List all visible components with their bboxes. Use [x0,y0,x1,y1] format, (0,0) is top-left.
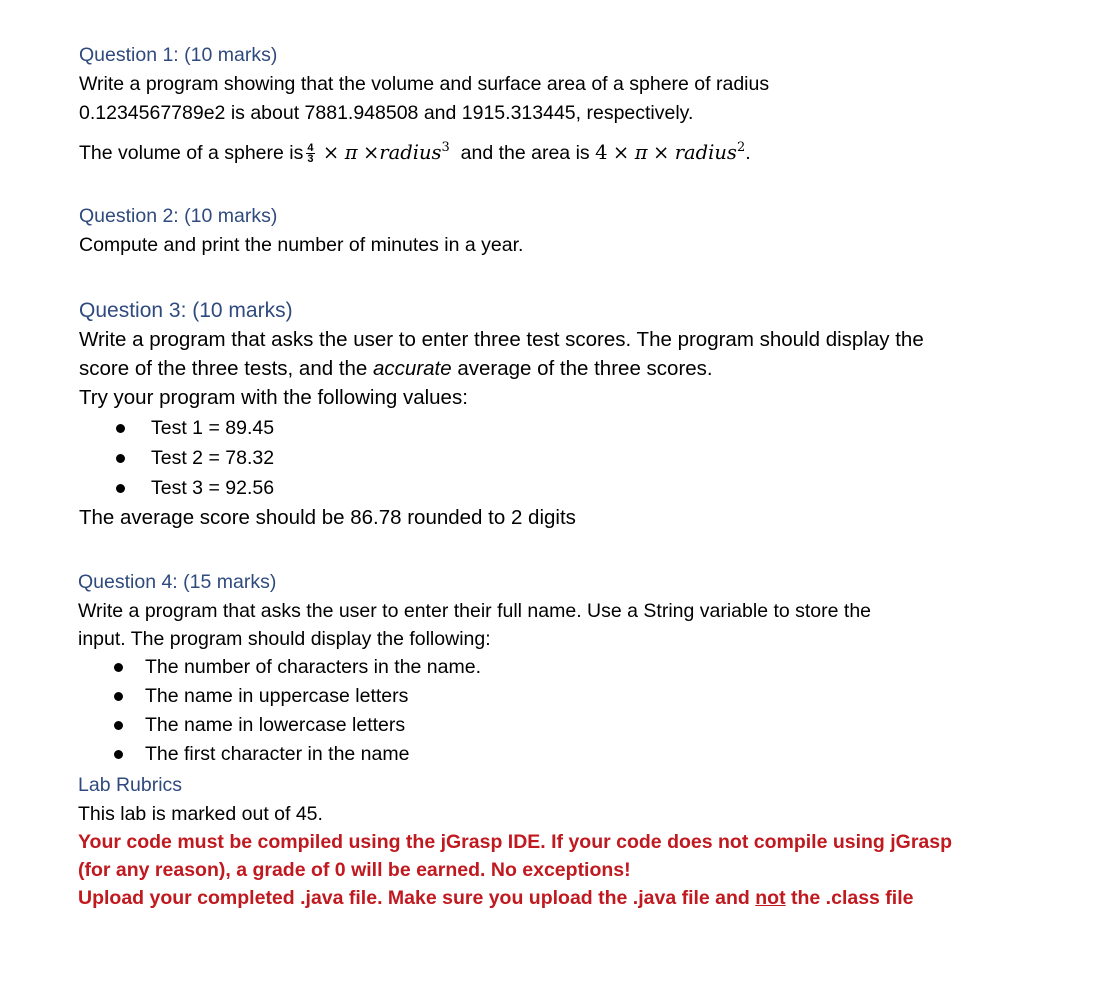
question-4 [78,568,871,769]
formula-prefix: The volume of a sphere is [79,142,304,164]
times-symbol: × [322,141,340,164]
question-1-text-line-2: 0.1234567789e2 is about 7881.948508 and 1915.313445, respectively. [79,102,694,124]
list-item: The number of characters in the name. [78,653,871,682]
display-requirements-list [78,653,871,769]
question-4-text-line-1: Write a program that asks the user to enter their full name. Use a String variable to store the [78,600,872,622]
rubrics-marks: This lab is marked out of 45. [78,803,323,825]
upload-instruction: Upload your completed .java file. Make sure you upload the .java file and not the .class file [78,887,914,909]
pi-symbol: π [344,141,358,164]
question-2-heading: Question 2: (10 marks) [79,205,278,227]
question-1-heading: Question 1: (10 marks) [79,44,278,66]
rubrics-heading: Lab Rubrics [78,774,183,796]
question-3-text-line-2: score of the three tests, and the accurate average of the three scores. [79,357,713,380]
times-symbol: × [362,141,380,164]
list-item: The name in lowercase letters [78,711,871,740]
lab-rubrics [78,771,952,912]
compile-warning-line-1: Your code must be compiled using the jGrasp IDE. If your code does not compile using jGrasp [78,831,953,853]
list-item: Test 3 = 92.56 [79,473,924,503]
times-symbol: × [652,141,670,164]
question-4-text-line-2: input. The program should display the following: [78,628,491,650]
radius-term: radius [674,141,737,164]
question-1-text-line-1: Write a program showing that the volume and surface area of a sphere of radius [79,73,770,95]
question-1 [79,41,769,169]
question-4-heading: Question 4: (15 marks) [78,571,277,593]
question-3-text-line-1: Write a program that asks the user to enter three test scores. The program should display the [79,328,924,351]
list-item: Test 2 = 78.32 [79,443,924,473]
underlined-not: not [755,887,786,909]
question-3-result: The average score should be 86.78 rounded to 2 digits [79,506,576,529]
question-1-formula-line [79,132,769,169]
question-3 [79,296,924,532]
question-3-heading: Question 3: (10 marks) [79,299,293,322]
four-constant: 4 [595,141,608,164]
test-values-list [79,413,924,503]
compile-warning-line-2: (for any reason), a grade of 0 will be earned. No exceptions! [78,859,631,881]
list-item: The name in uppercase letters [78,682,871,711]
exponent-3: 3 [441,140,450,155]
pi-symbol: π [634,141,648,164]
radius-term: radius [379,141,442,164]
question-3-text-line-3: Try your program with the following values: [79,386,468,409]
fraction-four-thirds: $\frac{4}{3}$ [307,142,314,166]
question-2-text: Compute and print the number of minutes in a year. [79,234,524,256]
question-2 [79,202,523,260]
times-symbol: × [612,141,630,164]
list-item: Test 1 = 89.45 [79,413,924,443]
formula-period: . [745,142,751,164]
exponent-2: 2 [736,140,746,155]
emphasis-accurate: accurate [373,357,452,380]
list-item: The first character in the name [78,740,871,769]
formula-mid: and the area is [460,142,590,164]
